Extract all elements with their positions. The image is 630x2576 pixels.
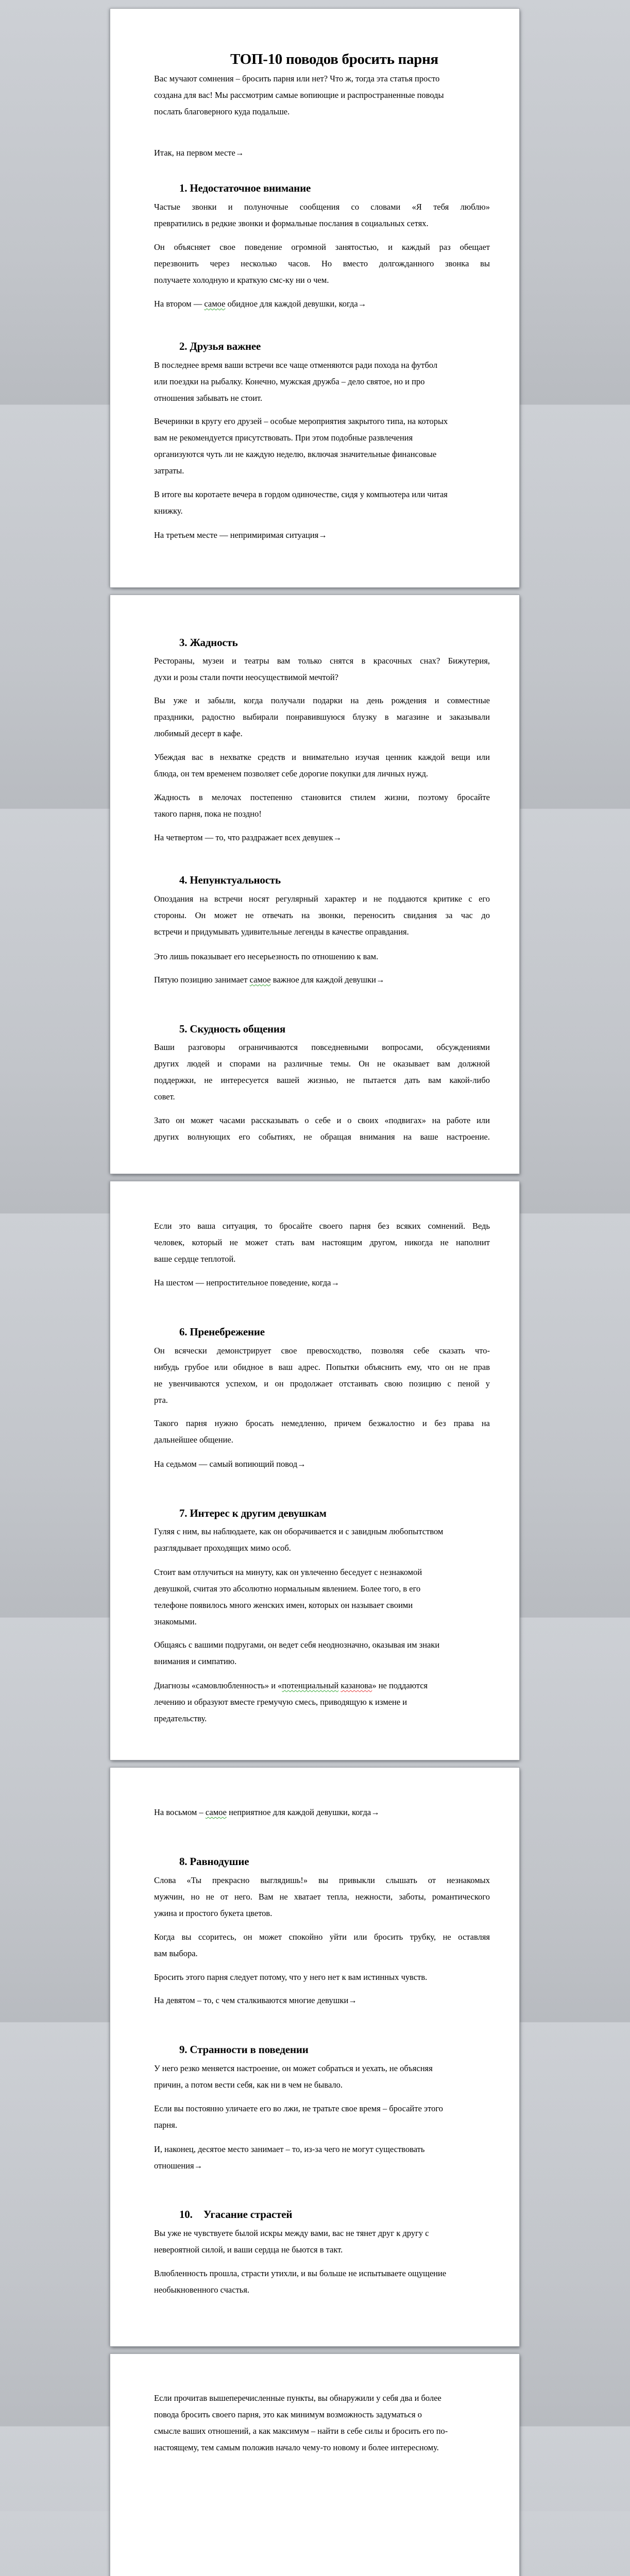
text-line: необыкновенного счастья. bbox=[154, 2285, 250, 2295]
text-run: неприятное для каждой девушки, когда→ bbox=[226, 1807, 380, 1817]
text-line: человек, который не может стать вам настоящим другом, никогда не наполнит bbox=[154, 1238, 490, 1247]
paragraph bbox=[154, 2265, 490, 2298]
paragraph-diagnosis bbox=[154, 1677, 490, 1727]
text-line: повода бросить своего парня, это как минимум возможность задуматься о bbox=[154, 2410, 422, 2419]
paragraph bbox=[154, 1969, 490, 1986]
conclusion-paragraph bbox=[154, 2390, 490, 2456]
text-line: других волнующих его событиях, не обращая внимания на ваше настроение. bbox=[154, 1132, 490, 1142]
paragraph bbox=[154, 2100, 490, 2133]
section-heading-5 bbox=[179, 1021, 285, 1037]
text-line: Ваши разговоры ограничиваются повседневными вопросами, обсуждениями bbox=[154, 1042, 490, 1052]
paragraph bbox=[154, 1039, 490, 1105]
text-line: Убеждая вас в нехватке средств и внимательно изучая ценник каждой вещи или bbox=[154, 752, 490, 762]
text-line: Зато он может часами рассказывать о себе и о своих «подвигах» на работе или bbox=[154, 1115, 490, 1125]
section-heading-8 bbox=[179, 1853, 249, 1870]
text-line: На третьем месте — непримиримая ситуация→ bbox=[154, 530, 327, 540]
text-line: девушкой, считая это абсолютно нормальным явлением. Более того, в его bbox=[154, 1584, 421, 1594]
paragraph bbox=[154, 413, 490, 479]
text-line: праздники, радостно выбирали понравившуюся блузку в магазине и заказывали bbox=[154, 712, 490, 722]
heading-title: Пренебрежение bbox=[190, 1326, 265, 1338]
document-page-3[interactable] bbox=[110, 1181, 519, 1760]
text-line: не увенчиваются успехом, и он продолжает отстаивать свою позицию с пеной у bbox=[154, 1379, 490, 1388]
grammar-flagged-word[interactable]: потенциальный bbox=[282, 1681, 339, 1690]
heading-number: 5. bbox=[179, 1023, 188, 1035]
heading-number: 4. bbox=[179, 874, 188, 886]
text-line bbox=[154, 972, 490, 988]
text-line: И, наконец, десятое место занимает – то, из-за чего не могут существовать bbox=[154, 2144, 425, 2154]
paragraph bbox=[154, 199, 490, 232]
text-line: организуются чуть ли не каждую неделю, включая значительные финансовые bbox=[154, 449, 437, 459]
intro-paragraph bbox=[154, 71, 490, 120]
paragraph bbox=[154, 1872, 490, 1922]
text-line: Когда вы ссоритесь, он может спокойно уйти или бросить трубку, не оставляя bbox=[154, 1932, 490, 1942]
text-line: Частые звонки и полуночные сообщения со словами «Я тебя люблю» bbox=[154, 202, 490, 212]
section-heading-7 bbox=[179, 1505, 327, 1521]
text-line: телефоне появилось много женских имен, которых он называет своими bbox=[154, 1600, 413, 1610]
section-heading-2 bbox=[179, 338, 261, 354]
paragraph bbox=[154, 2060, 490, 2093]
transition-line bbox=[154, 1275, 490, 1291]
text-line: На шестом — непростительное поведение, когда→ bbox=[154, 1278, 339, 1287]
lead-first-place bbox=[154, 145, 490, 161]
text-line: В итоге вы коротаете вечера в гордом одиночестве, сидя у компьютера или читая bbox=[154, 489, 448, 499]
text-line: поддержки, не интересуется вашей жизнью, не пытается дать вам какой-либо bbox=[154, 1075, 490, 1085]
paragraph bbox=[154, 1112, 490, 1145]
text-line: вам не рекомендуется присутствовать. При этом подобные развлечения bbox=[154, 433, 413, 443]
section-heading-6 bbox=[179, 1324, 265, 1340]
heading-title: Равнодушие bbox=[190, 1855, 249, 1868]
paragraph bbox=[154, 789, 490, 822]
text-line: Он объясняет свое поведение огромной занятостью, и каждый раз обещает bbox=[154, 242, 490, 252]
text-line: Итак, на первом месте→ bbox=[154, 148, 244, 158]
text-line: перезвонить через несколько часов. Но вместо долгожданного звонка вы bbox=[154, 259, 490, 268]
text-line: знакомыми. bbox=[154, 1617, 197, 1626]
text-run: На втором — bbox=[154, 299, 205, 309]
text-line: рта. bbox=[154, 1395, 168, 1405]
text-line: отношения забывать не стоит. bbox=[154, 393, 263, 403]
paragraph bbox=[154, 1523, 490, 1556]
text-line: Если вы постоянно уличаете его во лжи, не тратьте свое время – бросайте этого bbox=[154, 2104, 443, 2113]
text-line: дальнейшее общение. bbox=[154, 1435, 233, 1445]
text-line: В последнее время ваши встречи все чаще отменяются ради похода на футбол bbox=[154, 360, 438, 370]
text-line: Если это ваша ситуация, то бросайте своего парня без всяких сомнений. Ведь bbox=[154, 1221, 490, 1231]
heading-title: Странности в поведении bbox=[190, 2043, 309, 2056]
text-line: Вы уже и забыли, когда получали подарки на день рождения и совместные bbox=[154, 696, 490, 705]
text-line: Рестораны, музеи и театры вам только снятся в красочных снах? Бижутерия, bbox=[154, 656, 490, 666]
paragraph bbox=[154, 239, 490, 289]
text-run: важное для каждой девушки→ bbox=[270, 975, 385, 985]
text-line: ваше сердце теплотой. bbox=[154, 1254, 236, 1264]
heading-number: 6. bbox=[179, 1326, 188, 1338]
text-line: отношения→ bbox=[154, 2161, 203, 2171]
text-line: получаете холодную и краткую смс-ку ни о чем. bbox=[154, 275, 329, 285]
section-heading-10 bbox=[179, 2206, 292, 2223]
text-line: предательству. bbox=[154, 1714, 207, 1723]
heading-title: Друзья важнее bbox=[190, 340, 261, 352]
text-line bbox=[154, 296, 490, 312]
text-line: любимый десерт в кафе. bbox=[154, 728, 243, 738]
text-line: совет. bbox=[154, 1092, 175, 1101]
text-line: Он всячески демонстрирует свое превосходство, позволяя себе сказать что- bbox=[154, 1346, 490, 1355]
transition-line bbox=[154, 972, 490, 988]
paragraph bbox=[154, 1564, 490, 1630]
text-line: На девятом – то, с чем сталкиваются многие девушки→ bbox=[154, 1995, 357, 2005]
text-line: или поездки на рыбалку. Конечно, мужская дружба – дело святое, но и про bbox=[154, 377, 425, 386]
text-line: Общаясь с вашими подругами, он ведет себя неоднозначно, оказывая им знаки bbox=[154, 1640, 440, 1650]
text-line: вам выбора. bbox=[154, 1948, 198, 1958]
transition-line bbox=[154, 527, 490, 544]
paragraph bbox=[154, 1415, 490, 1448]
paragraph bbox=[154, 1929, 490, 1962]
text-line: духи и розы стали почти неосуществимой мечтой? bbox=[154, 672, 339, 682]
text-line: блюда, он тем временем позволяет себе дорогие покупки для личных нужд. bbox=[154, 769, 428, 778]
heading-number: 1. bbox=[179, 182, 188, 194]
text-line: смысле ваших отношений, а как максимум – найти в себе силы и бросить его по- bbox=[154, 2426, 448, 2436]
text-line: настоящему, тем самым положив начало чему-то новому и более интересному. bbox=[154, 2443, 439, 2452]
text-line: Жадность в мелочах постепенно становится стилем жизни, поэтому бросайте bbox=[154, 792, 490, 802]
text-line: встречи и придумывать удивительные легенды в качестве оправдания. bbox=[154, 927, 409, 937]
heading-title: Непунктуальность bbox=[190, 874, 281, 886]
text-line: На четвертом — то, что раздражает всех девушек→ bbox=[154, 833, 342, 842]
section-heading-9 bbox=[179, 2041, 309, 2058]
text-run: На восьмом – bbox=[154, 1807, 206, 1817]
text-line: Вас мучают сомнения – бросить парня или нет? Что ж, тогда эта статья просто bbox=[154, 74, 440, 83]
document-page-4[interactable] bbox=[110, 1768, 519, 2346]
paragraph bbox=[154, 948, 490, 965]
transition-line bbox=[154, 1804, 490, 1821]
text-line: такого парня, пока не поздно! bbox=[154, 809, 262, 819]
paragraph bbox=[154, 2225, 490, 2258]
text-line: Это лишь показывает его несерьезность по отношению к вам. bbox=[154, 952, 379, 961]
text-line: невероятной силой, и ваши сердца не бьются в такт. bbox=[154, 2245, 343, 2255]
transition-line bbox=[154, 296, 490, 312]
heading-number: 7. bbox=[179, 1507, 188, 1519]
text-line: других людей и спорами на различные темы. Он не оказывает вам должной bbox=[154, 1059, 490, 1069]
text-line: Гуляя с ним, вы наблюдаете, как он оборачивается и с завидным любопытством bbox=[154, 1527, 444, 1536]
heading-title: Недостаточное внимание bbox=[190, 182, 311, 194]
text-line: разглядывает проходящих мимо особ. bbox=[154, 1543, 291, 1553]
text-line: создана для вас! Мы рассмотрим самые вопиющие и распространенные поводы bbox=[154, 90, 444, 100]
paragraph bbox=[154, 692, 490, 742]
paragraph bbox=[154, 486, 490, 519]
document-page-5[interactable] bbox=[110, 2354, 519, 2576]
grammar-flagged-word[interactable]: самое bbox=[249, 975, 271, 985]
text-line: превратились в редкие звонки и формальные послания в социальных сетях. bbox=[154, 218, 429, 228]
heading-number: 2. bbox=[179, 340, 188, 352]
text-run: » не поддаются bbox=[372, 1681, 428, 1690]
text-line: стороны. Он может не отвечать на звонки, переносить свидания за час до bbox=[154, 910, 490, 920]
paragraph bbox=[154, 891, 490, 940]
text-line: Бросить этого парня следует потому, что у него нет к вам истинных чувств. bbox=[154, 1972, 428, 1982]
paragraph bbox=[154, 1218, 490, 1267]
section-heading-4 bbox=[179, 872, 281, 888]
paragraph bbox=[154, 749, 490, 782]
heading-title: Угасание страстей bbox=[203, 2208, 293, 2221]
heading-title: Интерес к другим девушкам bbox=[190, 1507, 327, 1519]
text-line: Влюбленность прошла, страсти утихли, и вы больше не испытываете ощущение bbox=[154, 2268, 447, 2278]
spelling-flagged-word[interactable]: казанова bbox=[340, 1681, 372, 1690]
text-line: книжку. bbox=[154, 506, 183, 516]
paragraph bbox=[154, 1637, 490, 1670]
text-line: послать благоверного куда подальше. bbox=[154, 107, 290, 116]
text-line: На седьмом — самый вопиющий повод→ bbox=[154, 1459, 306, 1469]
text-line: причин, а потом вести себя, как ни в чем не бывало. bbox=[154, 2080, 343, 2090]
transition-line bbox=[154, 2141, 490, 2174]
text-line: нибудь грубое или обидное в ваш адрес. Попытки объяснить ему, что он не прав bbox=[154, 1362, 490, 1372]
text-line: Если прочитав вышеперечисленные пункты, вы обнаружили у себя два и более bbox=[154, 2393, 441, 2403]
text-run: Диагнозы «самовлюбленность» и « bbox=[154, 1681, 282, 1690]
document-title: ТОП-10 поводов бросить парня bbox=[230, 51, 438, 67]
grammar-flagged-word[interactable]: самое bbox=[204, 299, 226, 309]
paragraph bbox=[154, 357, 490, 406]
heading-title: Жадность bbox=[190, 636, 238, 649]
text-line: мужчин, но не от него. Вам не хватает тепла, нежности, заботы, романтического bbox=[154, 1892, 490, 1902]
text-line: Стоит вам отлучиться на минуту, как он увлеченно беседует с незнакомой bbox=[154, 1567, 422, 1577]
paragraph bbox=[154, 1343, 490, 1409]
section-heading-3 bbox=[179, 634, 238, 651]
text-run: Пятую позицию занимает bbox=[154, 975, 250, 985]
text-line: Вы уже не чувствуете былой искры между вами, вас не тянет друг к другу с bbox=[154, 2228, 429, 2238]
text-line: Опоздания на встречи носят регулярный характер и не поддаются критике с его bbox=[154, 894, 490, 904]
transition-line bbox=[154, 829, 490, 846]
transition-line bbox=[154, 1992, 490, 2009]
paragraph bbox=[154, 653, 490, 686]
text-line: Такого парня нужно бросать немедленно, причем безжалостно и без права на bbox=[154, 1418, 490, 1428]
heading-title: Скудность общения bbox=[190, 1023, 285, 1035]
text-line bbox=[154, 1804, 490, 1821]
text-line: У него резко меняется настроение, он может собраться и уехать, не объясняя bbox=[154, 2063, 433, 2073]
text-line bbox=[154, 1677, 490, 1694]
text-line: Вечеринки в кругу его друзей – особые мероприятия закрытого типа, на которых bbox=[154, 416, 448, 426]
heading-number: 10. bbox=[179, 2208, 193, 2221]
grammar-flagged-word[interactable]: самое bbox=[205, 1807, 227, 1817]
text-line: ужина и простого букета цветов. bbox=[154, 1908, 273, 1918]
document-page-2[interactable] bbox=[110, 595, 519, 1174]
text-line: затраты. bbox=[154, 466, 184, 476]
document-page-1[interactable] bbox=[110, 9, 519, 587]
section-heading-1 bbox=[179, 180, 311, 196]
heading-number: 8. bbox=[179, 1855, 188, 1868]
text-run: обидное для каждой девушки, когда→ bbox=[225, 299, 367, 309]
heading-number: 9. bbox=[179, 2043, 188, 2056]
heading-number: 3. bbox=[179, 636, 188, 649]
transition-line bbox=[154, 1456, 490, 1472]
text-line: внимания и симпатию. bbox=[154, 1656, 237, 1666]
text-line: лечению и образуют вместе гремучую смесь, приводящую к измене и bbox=[154, 1697, 407, 1707]
text-line: парня. bbox=[154, 2120, 177, 2130]
text-line: Слова «Ты прекрасно выглядишь!» вы привыкли слышать от незнакомых bbox=[154, 1875, 490, 1885]
